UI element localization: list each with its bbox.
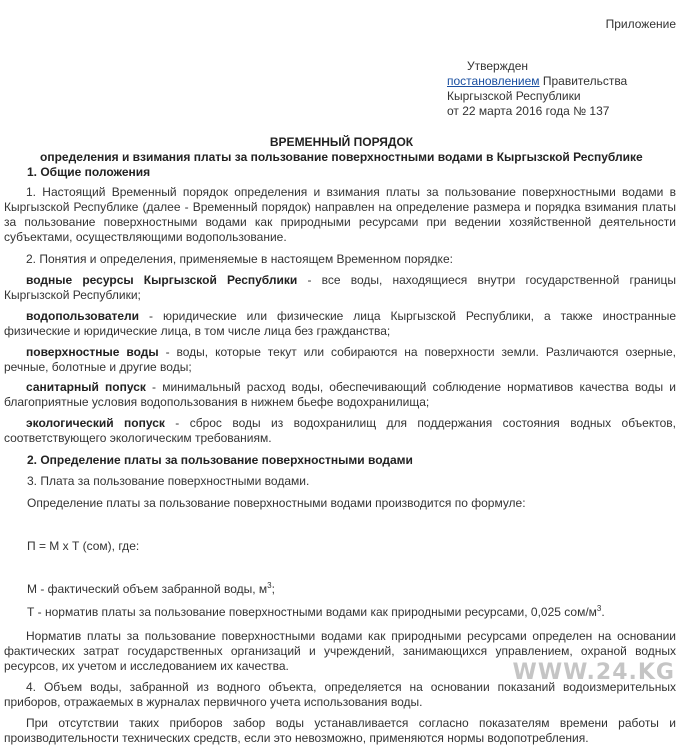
date-line: от 22 марта 2016 года № 137 — [447, 104, 610, 118]
definition-water-users — [4, 309, 676, 339]
decree-rest: Правительства — [539, 74, 628, 88]
definition-term: водопользователи — [26, 309, 140, 323]
paragraph-3: 3. Плата за пользование поверхностными водами. — [27, 474, 310, 488]
definition-surface-water — [4, 345, 676, 375]
variable-m-definition — [27, 582, 275, 596]
approval-block — [447, 59, 627, 119]
appendix-label: Приложение — [605, 17, 676, 31]
definition-water-resources — [4, 273, 676, 303]
variable-t-definition — [27, 605, 605, 619]
definition-text: - все воды, находящиеся внутри государственной границы Кыргызской Республики; — [4, 273, 676, 302]
definition-term: экологический попуск — [26, 416, 165, 430]
punctuation: . — [601, 605, 605, 619]
definition-ecological-release — [4, 416, 676, 446]
superscript: 3 — [267, 581, 272, 590]
definition-term: санитарный попуск — [26, 380, 146, 394]
approved-label: Утвержден — [467, 59, 529, 73]
variable-t-text: Т - норматив платы за пользование поверхностными водами как природными ресурсами, 0,025 сом/м — [27, 605, 597, 619]
paragraph-5: При отсутствии таких приборов забор воды устанавливается согласно показателям времени работы и производительности технических средств, если это невозможно, применяются нормы водопотребления. — [4, 716, 676, 745]
definition-text: - сброс воды из водохранилищ для поддержания состояния водных объектов, соответствующего экологическим требованиям. — [4, 416, 676, 445]
watermark-logo: WWW.24.KG — [512, 660, 675, 685]
paragraph-norm: Норматив платы за пользование поверхностными водами как природными ресурсами определен на основании фактических затрат государственных организаций и учреждений, занимающихся управлением, охраной водных ресурсов, их учетом и исследованием их качества. — [4, 629, 676, 673]
paragraph-4: 4. Объем воды, забранной из водного объекта, определяется на основании показаний водоизмерительных приборов, отражаемых в журналах первичного учета использования воды. — [4, 680, 676, 709]
definition-sanitary-release — [4, 380, 676, 410]
definition-text: - воды, которые текут или собираются на поверхности земли. Различаются озерные, речные, болотные и другие воды; — [4, 345, 677, 374]
variable-m-text: М - фактический объем забранной воды, м — [27, 582, 268, 596]
country-line: Кыргызской Республики — [447, 89, 581, 103]
definition-text: - минимальный расход воды, обеспечивающий соблюдение нормативов качества воды и благоприятные условия водопользования в нижнем бьефе водохранилища; — [4, 380, 676, 409]
formula-intro: Определение платы за пользование поверхностными водами производится по формуле: — [27, 496, 526, 510]
definition-term: водные ресурсы Кыргызской Республики — [26, 273, 298, 287]
decree-link[interactable]: постановлением — [447, 74, 540, 88]
document-subtitle: определения и взимания платы за пользование поверхностными водами в Кыргызской Республике — [40, 150, 643, 164]
section-heading-1: 1. Общие положения — [27, 165, 151, 179]
formula: П = М х Т (сом), где: — [27, 539, 140, 553]
decree-line — [447, 74, 627, 89]
punctuation: ; — [271, 582, 275, 596]
definition-term: поверхностные воды — [26, 345, 159, 359]
paragraph-1: 1. Настоящий Временный порядок определения и взимания платы за пользование поверхностными водами в Кыргызской Республике (далее - Временный порядок) направлен на определение размера и порядка взимания платы за пользование поверхностными водами как природными ресурсами при ведении хозяйственной деятельности субъектами, осуществляющими водопользование. — [4, 185, 676, 244]
document-title: ВРЕМЕННЫЙ ПОРЯДОК — [269, 135, 414, 149]
paragraph-2: 2. Понятия и определения, применяемые в настоящем Временном порядке: — [26, 252, 453, 266]
definition-text: - юридические или физические лица Кыргызской Республики, а также иностранные физические и юридические лица, в том числе лица без гражданства; — [4, 309, 676, 338]
section-heading-2: 2. Определение платы за пользование поверхностными водами — [27, 453, 413, 467]
superscript: 3 — [596, 604, 602, 613]
